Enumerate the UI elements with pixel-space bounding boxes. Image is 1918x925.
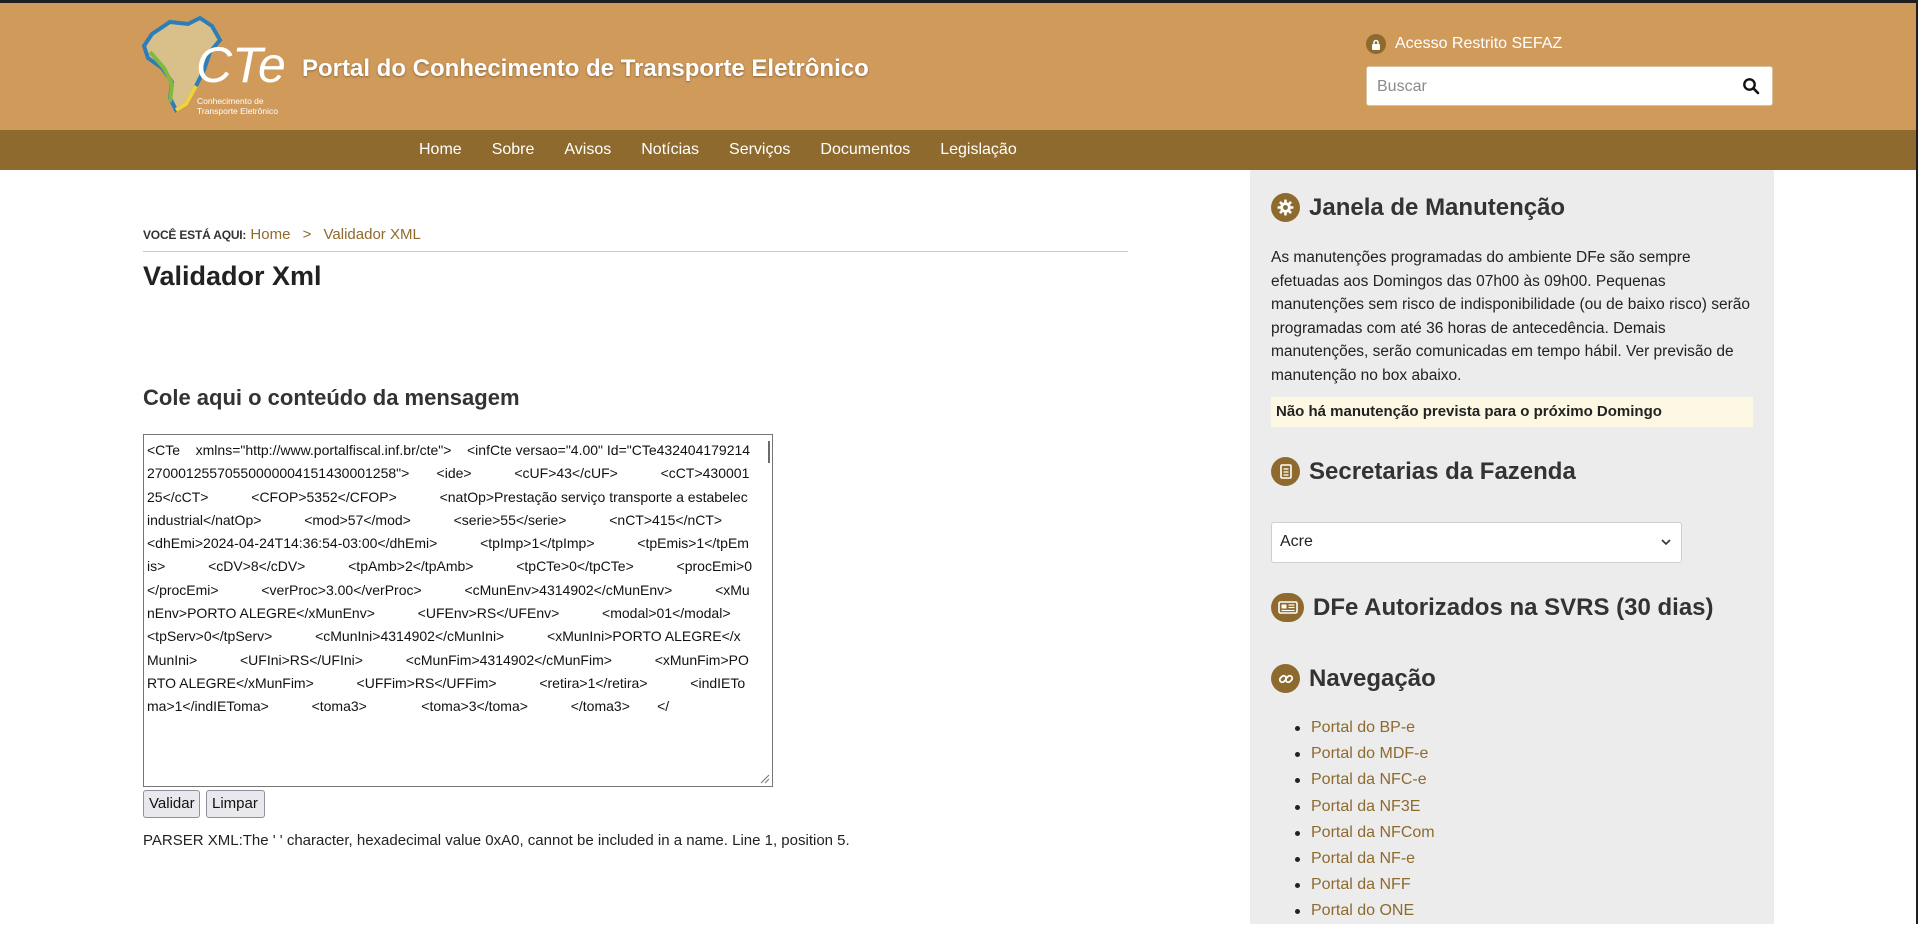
logo-subtitle-2: Transporte Eletrônico — [197, 106, 278, 116]
nav-link-bpe[interactable]: Portal do BP-e — [1293, 715, 1435, 741]
search-input[interactable] — [1375, 67, 1729, 107]
maintenance-notice: Não há manutenção prevista para o próximo Domingo — [1271, 397, 1753, 427]
resize-grip-icon[interactable] — [758, 772, 770, 784]
link-icon — [1271, 664, 1300, 693]
gear-icon — [1271, 193, 1300, 222]
nav-link-nfce[interactable]: Portal da NFC-e — [1293, 767, 1435, 793]
nav-link-nf3e[interactable]: Portal da NF3E — [1293, 794, 1435, 820]
logo-subtitle-1: Conhecimento de — [197, 96, 264, 106]
search-box — [1366, 66, 1773, 106]
dfe-heading[interactable] — [1271, 593, 1714, 622]
nav-item-sobre[interactable]: Sobre — [491, 141, 535, 158]
dfe-title: DFe Autorizados na SVRS (30 dias) — [1313, 593, 1714, 621]
parser-error-message: PARSER XML:The ' ' character, hexadecimal value 0xA0, cannot be included in a name. Line 1, position 5. — [143, 832, 850, 849]
secretarias-title: Secretarias da Fazenda — [1309, 457, 1576, 485]
nav-link-nff[interactable]: Portal da NFF — [1293, 872, 1435, 898]
section-title: Cole aqui o conteúdo da mensagem — [143, 385, 520, 410]
document-icon — [1271, 457, 1300, 486]
nav-item-avisos[interactable]: Avisos — [564, 141, 612, 158]
newspaper-icon — [1271, 593, 1304, 622]
navegacao-links — [1293, 715, 1435, 925]
maintenance-heading — [1271, 193, 1565, 222]
xml-content: <CTe xmlns="http://www.portalfiscal.inf.br/cte"> <infCte versao="4.00" Id="CTe43240417921427000125570550000004151430001258"> <ide> <cUF>43</cUF> <cCT>43000125</cCT> <CFOP>5352</CFOP> <natOp>Prestação serviço transporte a estabelec industrial</natOp> <mod>57</mod> <serie>55</serie> <nCT>415</nCT> <dhEmi>2024-04-24T14:36:54-03:00</dhEmi> <tpImp>1</tpImp> <tpEmis>1</tpEmis> <cDV>8</cDV> <tpAmb>2</tpAmb> <tpCTe>0</tpCTe> <procEmi>0</procEmi> <verProc>3.00</verProc> <cMunEnv>4314902</cMunEnv> <xMunEnv>PORTO ALEGRE</xMunEnv> <UFEnv>RS</UFEnv> <modal>01</modal> <tpServ>0</tpServ> <cMunIni>4314902</cMunIni> <xMunIni>PORTO ALEGRE</xMunIni> <UFIni>RS</UFIni> <cMunFim>4314902</cMunFim> <xMunFim>PORTO ALEGRE</xMunFim> <UFFim>RS</UFFim> <retira>1</retira> <indIEToma>1</indIEToma> <toma3> <toma>3</toma> </toma3> </ — [147, 442, 774, 715]
nav-link-nfcom[interactable]: Portal da NFCom — [1293, 820, 1435, 846]
breadcrumb-current[interactable]: Validador XML — [323, 226, 421, 243]
secretaria-select[interactable] — [1271, 522, 1682, 563]
maintenance-title: Janela de Manutenção — [1309, 193, 1566, 221]
lock-icon — [1366, 34, 1386, 54]
navegacao-title: Navegação — [1309, 664, 1436, 692]
nav-link-one[interactable]: Portal do ONE — [1293, 898, 1435, 924]
site-header — [0, 3, 1916, 130]
search-icon[interactable] — [1742, 77, 1760, 95]
nav-link-mdfe[interactable]: Portal do MDF-e — [1293, 741, 1435, 767]
main-nav — [0, 130, 1916, 170]
nav-item-documentos[interactable]: Documentos — [820, 141, 911, 158]
restricted-access-link[interactable] — [1366, 34, 1562, 54]
nav-item-legislacao[interactable]: Legislação — [940, 141, 1017, 158]
nav-link-nfe[interactable]: Portal da NF-e — [1293, 846, 1435, 872]
navegacao-heading — [1271, 664, 1436, 693]
breadcrumb-label: VOCÊ ESTÁ AQUI: — [143, 228, 247, 242]
secretarias-heading — [1271, 457, 1576, 486]
breadcrumb-separator: > — [302, 226, 312, 243]
maintenance-text: As manutenções programadas do ambiente DFe são sempre efetuadas aos Domingos das 07h00 às 09h00. Pequenas manutenções sem risco de indisponibilidade (ou de baixo risco) serão programadas com até 36 horas de antecedência. Demais manutenções, serão comunicadas em tempo hábil. Ver previsão de manutenção no box abaixo. — [1271, 249, 1751, 384]
breadcrumb — [143, 226, 1128, 252]
validate-button[interactable]: Validar — [143, 790, 200, 818]
xml-scrollbar[interactable] — [768, 441, 770, 463]
logo-text: CTe — [196, 37, 286, 93]
site-title[interactable]: Portal do Conhecimento de Transporte Eletrônico — [302, 55, 869, 82]
nav-item-noticias[interactable]: Notícias — [641, 141, 700, 158]
secretaria-selected-value: Acre — [1280, 533, 1313, 550]
page-title: Validador Xml — [143, 261, 322, 291]
xml-textarea[interactable] — [143, 434, 773, 787]
clear-button[interactable]: Limpar — [206, 790, 265, 818]
chevron-down-icon — [1661, 539, 1671, 546]
restricted-access-label: Acesso Restrito SEFAZ — [1395, 35, 1563, 52]
cte-logo[interactable] — [140, 12, 290, 124]
nav-item-home[interactable]: Home — [419, 141, 462, 158]
breadcrumb-home-link[interactable]: Home — [250, 226, 291, 243]
nav-item-servicos[interactable]: Serviços — [729, 141, 791, 158]
